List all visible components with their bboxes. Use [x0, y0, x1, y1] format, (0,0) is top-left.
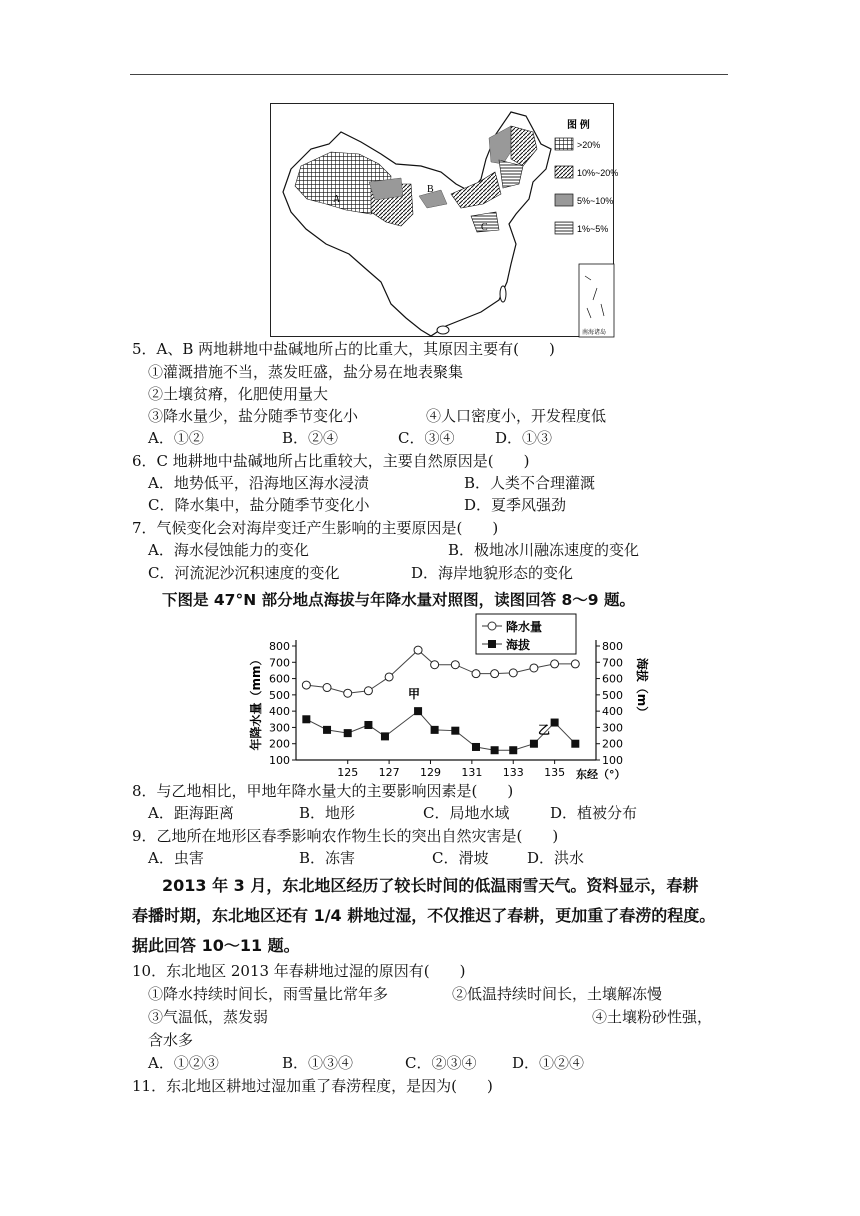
intro-10-11-line1: 2013 年 3 月，东北地区经历了较长时间的低温雨雪天气。资料显示，春耕	[162, 876, 699, 895]
header-rule	[130, 74, 728, 75]
x-tick-label: 127	[378, 766, 400, 779]
q10-stem: 10．东北地区 2013 年春耕地过湿的原因有( )	[132, 962, 466, 980]
legend-marker-precip	[488, 622, 496, 630]
x-tick-label: 129	[419, 766, 441, 779]
precip-point	[530, 664, 538, 672]
precip-point	[491, 670, 499, 678]
q7-option-b: B．极地冰川融冻速度的变化	[448, 541, 640, 559]
map-label-b: B	[427, 184, 434, 195]
q6-option-d: D．夏季风强劲	[464, 496, 567, 514]
elevation-point	[302, 715, 310, 723]
q8-option-a: A．距海距离	[148, 804, 234, 822]
y-tick-label-right: 500	[602, 688, 623, 702]
q9-option-b: B．冻害	[299, 849, 356, 867]
annotation-jia: 甲	[408, 687, 421, 701]
precip-point	[472, 670, 480, 678]
y-tick-label-left: 300	[269, 721, 290, 735]
x-tick-label: 125	[337, 766, 359, 779]
y-tick-label-right: 300	[602, 721, 623, 735]
q10-option-d: D．①②④	[512, 1054, 585, 1072]
map-label-a: A	[333, 194, 341, 205]
q8-stem: 8．与乙地相比，甲地年降水量大的主要影响因素是( )	[132, 782, 514, 800]
intro-8-9: 下图是 47°N 部分地点海拔与年降水量对照图，读图回答 8～9 题。	[162, 591, 635, 609]
precip-point	[385, 673, 393, 681]
elevation-point	[509, 746, 517, 754]
elevation-point	[431, 726, 439, 734]
q5-statement-4: ④人口密度小，开发程度低	[426, 407, 607, 425]
precip-point	[509, 669, 517, 677]
legend-label-gt20: >20%	[577, 140, 601, 150]
intro-10-11-line2: 春播时期，东北地区还有 1/4 耕地过湿，不仅推迟了春耕，更加重了春涝的程度。	[132, 906, 716, 925]
q7-option-d: D．海岸地貌形态的变化	[411, 564, 574, 582]
q5-statement-2: ②土壤贫瘠，化肥使用量大	[148, 385, 329, 403]
y-tick-label-right: 600	[602, 672, 623, 686]
q10-statement-4b: 含水多	[148, 1031, 194, 1049]
q5-stem: 5．A、B 两地耕地中盐碱地所占的比重大，其原因主要有( )	[132, 340, 555, 358]
elevation-point	[491, 746, 499, 754]
annotation-yi: 乙	[538, 723, 551, 737]
q10-option-b: B．①③④	[282, 1054, 354, 1072]
q5-option-a: A．①②	[148, 429, 204, 447]
q11-stem: 11．东北地区耕地过湿加重了春涝程度，是因为( )	[132, 1077, 493, 1095]
y-tick-label-left: 700	[269, 656, 290, 670]
q9-option-a: A．虫害	[148, 849, 204, 867]
q5-option-b: B．②④	[282, 429, 339, 447]
y-tick-label-right: 800	[602, 640, 623, 653]
y-tick-label-left: 800	[269, 640, 290, 653]
y-tick-label-left: 100	[269, 754, 290, 767]
precip-point	[364, 687, 372, 695]
q8-option-c: C．局地水域	[423, 804, 510, 822]
legend-label-elev: 海拔	[506, 638, 531, 652]
legend-marker-elev	[488, 640, 496, 648]
legend-swatch-1-5	[555, 222, 573, 234]
precip-point	[451, 661, 459, 669]
intro-10-11-line3: 据此回答 10～11 题。	[132, 936, 300, 955]
elevation-point	[451, 727, 459, 735]
hainan-island	[437, 326, 449, 334]
q10-option-a: A．①②③	[148, 1054, 219, 1072]
x-tick-label: 135	[544, 766, 566, 779]
precip-point	[414, 646, 422, 654]
elevation-point	[414, 707, 422, 715]
q6-option-a: A．地势低平，沿海地区海水浸渍	[148, 474, 369, 492]
q6-stem: 6．C 地耕地中盐碱地所占比重较大，主要自然原因是( )	[132, 452, 530, 470]
legend-swatch-5-10	[555, 194, 573, 206]
q7-option-a: A．海水侵蚀能力的变化	[148, 541, 309, 559]
legend-title: 图 例	[567, 120, 590, 131]
precip-point	[551, 660, 559, 668]
q8-option-b: B．地形	[299, 804, 356, 822]
q10-statement-3: ③气温低，蒸发弱	[148, 1008, 269, 1026]
precip-point	[571, 660, 579, 668]
precip-point	[431, 661, 439, 669]
precip-point	[323, 684, 331, 692]
legend-swatch-gt20	[555, 138, 573, 150]
q10-statement-4a: ④土壤粉砂性强，	[592, 1008, 713, 1026]
chart-svg	[246, 612, 649, 782]
legend-label-10-20: 10%~20%	[577, 168, 619, 178]
q8-option-d: D．植被分布	[550, 804, 638, 822]
saline-land-map	[270, 103, 619, 337]
y-axis-label-right: 海拔（m）	[635, 657, 649, 719]
inset-label: 南海诸岛	[582, 330, 607, 336]
elevation-point	[344, 729, 352, 737]
elevation-point	[364, 721, 372, 729]
q9-option-d: D．洪水	[527, 849, 585, 867]
south-sea-inset	[579, 264, 614, 337]
q7-stem: 7．气候变化会对海岸变迁产生影响的主要原因是( )	[132, 519, 499, 537]
precip-elevation-chart	[246, 612, 649, 782]
precip-point	[344, 689, 352, 697]
precip-point	[302, 681, 310, 689]
y-tick-label-left: 400	[269, 705, 290, 719]
x-tick-label: 131	[461, 766, 483, 779]
y-tick-label-right: 400	[602, 705, 623, 719]
y-tick-label-right: 700	[602, 656, 623, 670]
y-tick-label-left: 200	[269, 737, 290, 751]
elevation-point	[323, 726, 331, 734]
y-tick-label-left: 500	[269, 688, 290, 702]
y-tick-label-right: 100	[602, 754, 623, 767]
q5-statement-1: ①灌溉措施不当，蒸发旺盛，盐分易在地表聚集	[148, 363, 464, 381]
q5-statement-3: ③降水量少，盐分随季节变化小	[148, 407, 359, 425]
y-tick-label-right: 200	[602, 737, 623, 751]
q10-option-c: C．②③④	[405, 1054, 477, 1072]
q6-option-c: C．降水集中，盐分随季节变化小	[148, 496, 370, 514]
legend-label-1-5: 1%~5%	[577, 224, 609, 234]
q9-option-c: C．滑坡	[432, 849, 489, 867]
x-axis-label: 东经（°）	[576, 768, 626, 781]
elevation-point	[381, 732, 389, 740]
elevation-point	[551, 719, 559, 727]
q10-statement-2: ②低温持续时间长，土壤解冻慢	[452, 985, 663, 1003]
y-axis-label-left: 年降水量（mm）	[249, 653, 263, 751]
map-label-c: C	[481, 222, 488, 233]
q7-option-c: C．河流泥沙沉积速度的变化	[148, 564, 340, 582]
q5-option-d: D．①③	[495, 429, 553, 447]
y-tick-label-left: 600	[269, 672, 290, 686]
elevation-point	[571, 740, 579, 748]
region-5-10-west	[369, 178, 403, 200]
legend-label-precip: 降水量	[506, 620, 543, 634]
legend-swatch-10-20	[555, 166, 573, 178]
x-tick-label: 133	[502, 766, 524, 779]
q5-option-c: C．③④	[398, 429, 455, 447]
q6-option-b: B．人类不合理灌溉	[464, 474, 596, 492]
taiwan-island	[500, 286, 506, 302]
q9-stem: 9．乙地所在地形区春季影响农作物生长的突出自然灾害是( )	[132, 827, 559, 845]
elevation-point	[472, 743, 480, 751]
china-map-svg	[271, 104, 619, 338]
elevation-point	[530, 740, 538, 748]
legend-label-5-10: 5%~10%	[577, 196, 614, 206]
q10-statement-1: ①降水持续时间长，雨雪量比常年多	[148, 985, 389, 1003]
